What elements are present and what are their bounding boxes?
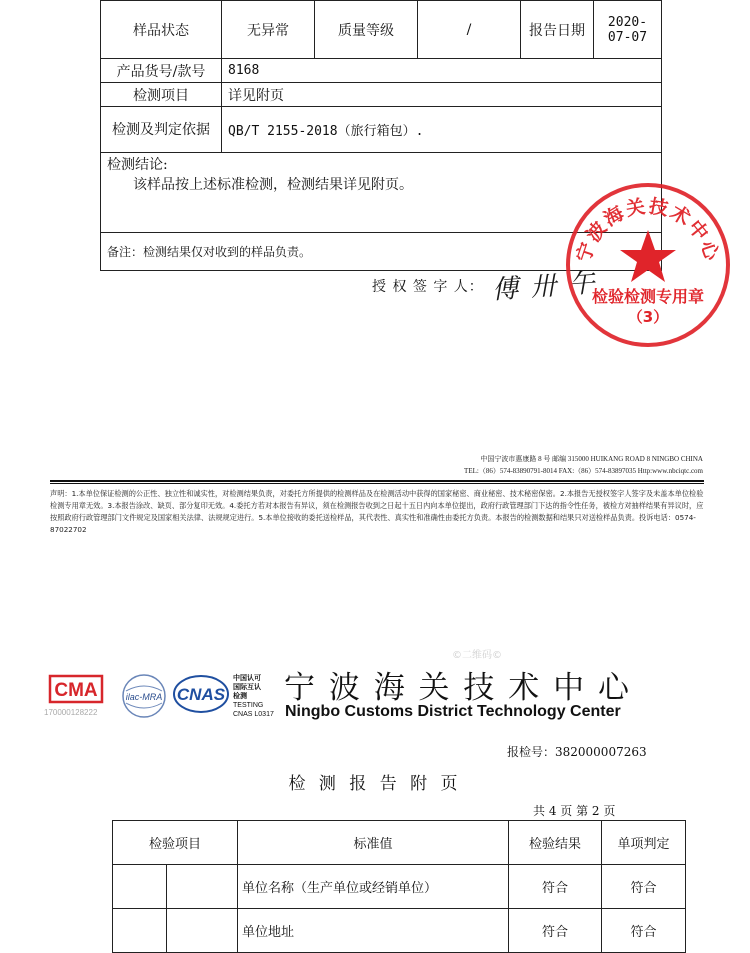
disclaimer: 声明：1.本单位保证检测的公正性、独立性和诚实性，对检测结果负责，对委托方所提供的检测样品及在检测活动中获得的国家秘密、商业秘密、技术秘密保密。2.本报告无授权签字人签字及未盖本单位检验检测专用章无效。3.本报告涂改、缺页、部分复印无效。4.委托方若对本报告有异议，须在检测报告收到之日起十五日内向本单位提出，政府行政管理部门下达的指令性任务，被检方对抽样结果有异议时，应按照政府行政管理部门文件规定及国家相关法律、法规规定进行。5.本单位接收的委托送检样品，其代表性、真实性和准确性由委托方负责。本报告的检测数据和结果只对送检样品负责。投诉电话：0574-87022702 bbox=[50, 489, 704, 534]
table-row bbox=[113, 865, 686, 909]
result-cell: 符合 bbox=[509, 909, 602, 953]
footer-rule bbox=[50, 480, 704, 482]
appendix-title: 检 测 报 告 附 页 bbox=[288, 774, 462, 794]
label-report-date: 报告日期 bbox=[521, 1, 594, 59]
footer-contact: TEL:（86）574-83890791-8014 FAX:（86）574-83897035 Http:www.nbciqtc.com bbox=[464, 467, 703, 475]
table-row bbox=[113, 909, 686, 953]
label-test-basis: 检测及判定依据 bbox=[101, 107, 222, 153]
cma-number: 170000128222 bbox=[44, 708, 98, 717]
appendix-table bbox=[112, 820, 686, 953]
judge-cell: 符合 bbox=[602, 865, 686, 909]
subitem-cell bbox=[167, 909, 238, 953]
label-product-no: 产品货号/款号 bbox=[101, 59, 222, 83]
subitem-cell bbox=[167, 865, 238, 909]
item-cell bbox=[113, 865, 167, 909]
value-test-basis: QB/T 2155-2018（旅行箱包）. bbox=[222, 107, 662, 153]
official-seal bbox=[563, 180, 733, 350]
ilac-mra-logo bbox=[118, 673, 170, 719]
value-test-items: 详见附页 bbox=[222, 83, 662, 107]
cnas-side-text: 中国认可 国际互认 检测 TESTING CNAS L0317 bbox=[233, 675, 274, 718]
remark: 备注：检测结果仅对收到的样品负责。 bbox=[101, 233, 662, 271]
footer-rule-thin bbox=[50, 483, 704, 484]
cnas-logo bbox=[172, 674, 230, 714]
value-report-date: 2020-07-07 bbox=[594, 1, 662, 59]
signatory-label: 授 权 签 字 人： bbox=[372, 279, 484, 295]
label-sample-state: 样品状态 bbox=[101, 1, 222, 59]
col-standard: 标准值 bbox=[238, 821, 509, 865]
org-name-en: Ningbo Customs District Technology Center bbox=[285, 703, 621, 720]
value-product-no: 8168 bbox=[222, 59, 662, 83]
col-result: 检验结果 bbox=[509, 821, 602, 865]
seal-number: （3） bbox=[627, 308, 669, 326]
ilac-label: ilac-MRA bbox=[125, 692, 163, 702]
conclusion-label: 检测结论: bbox=[107, 157, 168, 173]
seal-org-text: 宁波海关技术中心 bbox=[572, 195, 724, 265]
col-judgement: 单项判定 bbox=[602, 821, 686, 865]
label-quality-grade: 质量等级 bbox=[315, 1, 418, 59]
judge-cell: 符合 bbox=[602, 909, 686, 953]
col-test-item: 检验项目 bbox=[113, 821, 238, 865]
cma-logo bbox=[46, 672, 106, 706]
signature: 傅 卅 午 bbox=[491, 268, 598, 306]
value-sample-state: 无异常 bbox=[222, 1, 315, 59]
report-number: 报检号：382000007263 bbox=[507, 745, 647, 759]
result-cell: 符合 bbox=[509, 865, 602, 909]
cnas-label: CNAS bbox=[176, 685, 226, 704]
conclusion-text: 该样品按上述标准检测，检测结果详见附页。 bbox=[133, 177, 413, 193]
item-cell bbox=[113, 909, 167, 953]
label-test-items: 检测项目 bbox=[101, 83, 222, 107]
seal-star-icon bbox=[620, 230, 676, 282]
watermark: ©二维码© bbox=[452, 650, 502, 661]
cma-label: CMA bbox=[54, 680, 98, 701]
page-info: 共 4 页 第 2 页 bbox=[533, 804, 616, 818]
org-name-cn: 宁 波 海 关 技 术 中 心 bbox=[284, 670, 631, 706]
seal-purpose: 检验检测专用章 bbox=[591, 287, 704, 306]
value-quality-grade: / bbox=[418, 1, 521, 59]
standard-cell: 单位地址 bbox=[238, 909, 509, 953]
standard-cell: 单位名称（生产单位或经销单位） bbox=[238, 865, 509, 909]
footer-address: 中国宁波市惠康路 8 号 邮编 315000 HUIKANG ROAD 8 NINGBO CHINA bbox=[480, 455, 703, 463]
